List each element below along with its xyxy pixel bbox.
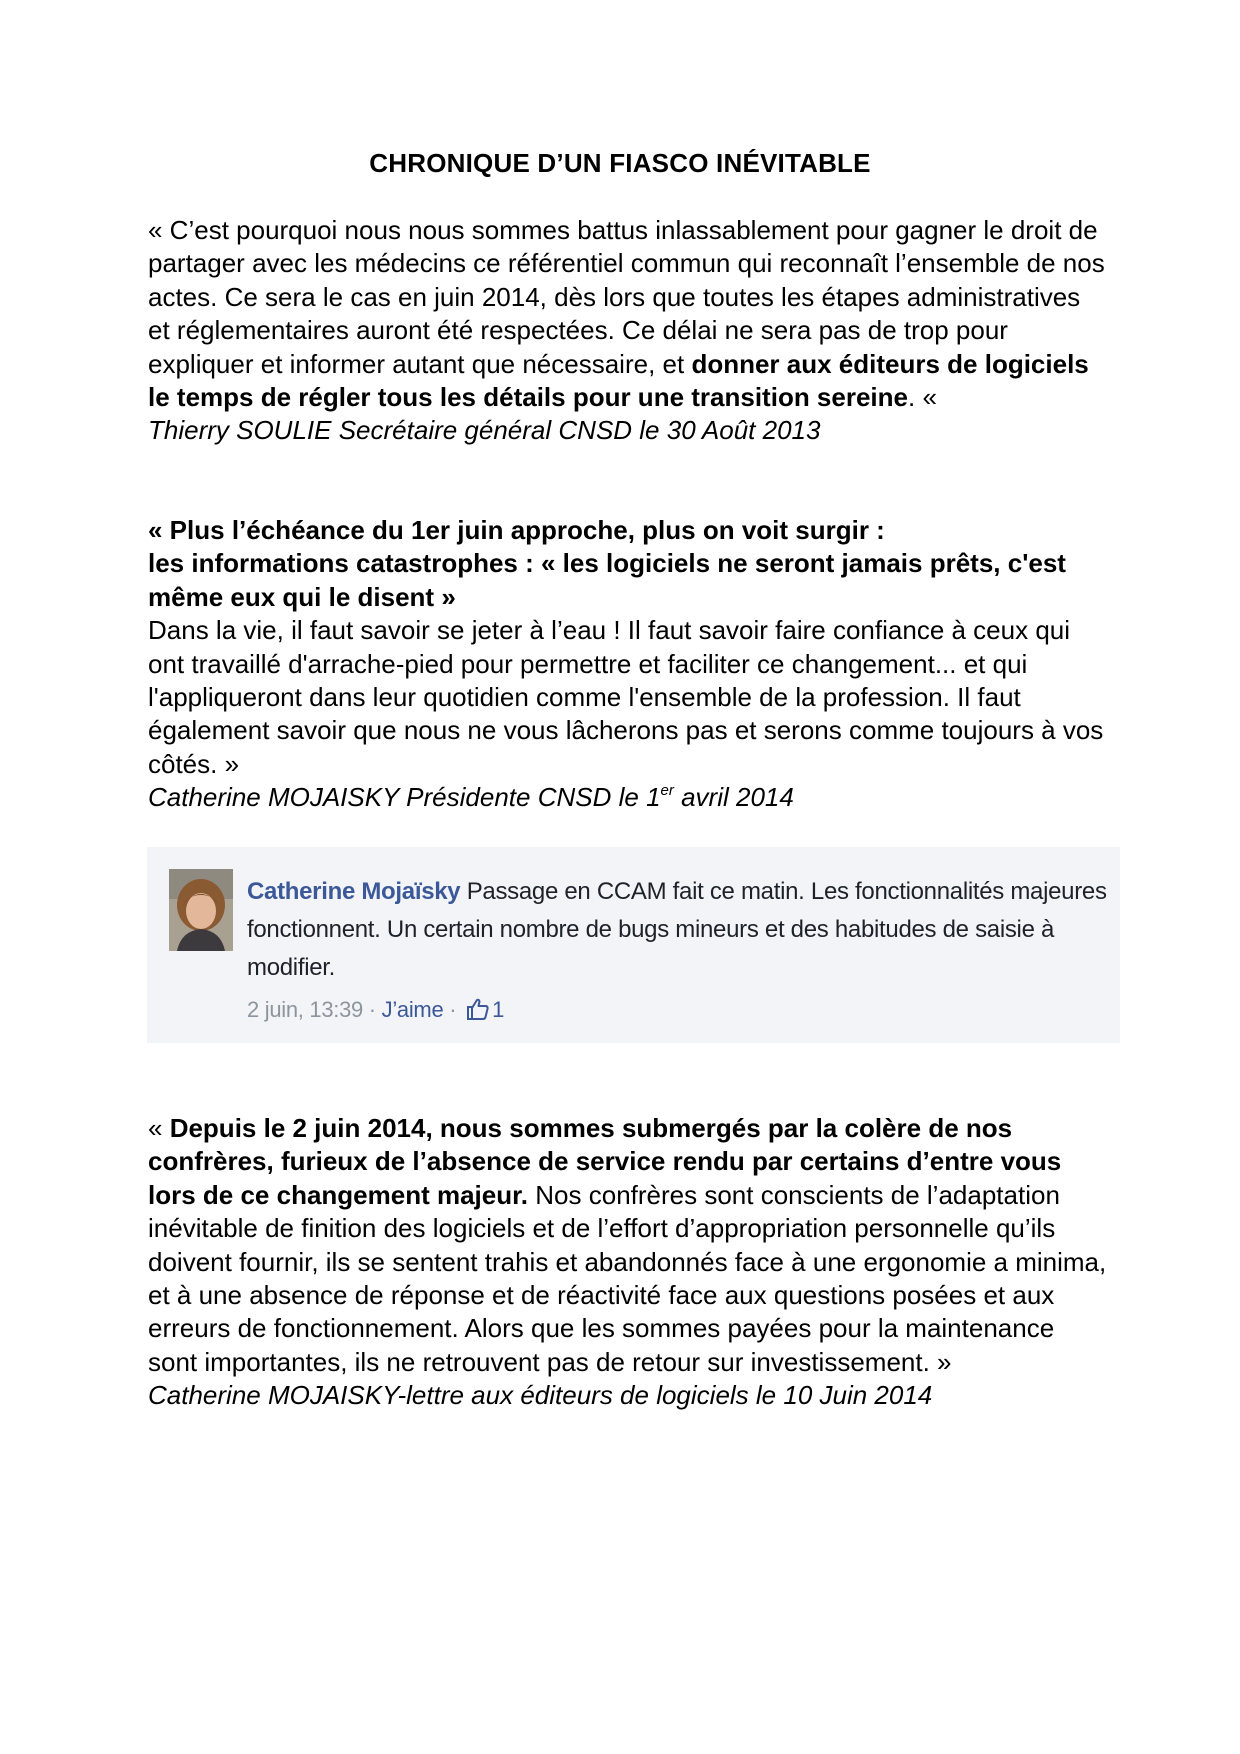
quote-soulie	[148, 214, 1108, 448]
quote-mojaisky-avril-heading: « Plus l’échéance du 1er juin approche, plus on voit surgir : les informations catastrophes : « les logiciels ne seront jamais prêts, c'est même eux qui le disent »	[148, 515, 1066, 612]
quote-soulie-bold: donner aux éditeurs de logiciels le temps de régler tous les détails pour une transition sereine	[148, 348, 1089, 413]
comment-author-link[interactable]: Catherine Mojaïsky	[247, 878, 461, 905]
avatar[interactable]	[169, 869, 233, 951]
thumbs-up-icon[interactable]	[466, 997, 490, 1029]
quote-mojaisky-avril-attribution: Catherine MOJAISKY Présidente CNSD le 1er avril 2014	[148, 782, 794, 813]
facebook-comment	[147, 847, 1120, 1043]
quote-soulie-text: « C’est pourquoi nous nous sommes battus inlassablement pour gagner le droit de partager avec les médecins ce référentiel commun qui reconnaît l’ensemble de nos actes. Ce sera le cas en juin 2014, dès lors que toutes les étapes administratives et réglementaires auront été respectées. Ce délai ne sera pas de trop pour expliquer et informer autant que nécessaire, et donner aux éditeurs de logiciels le temps de régler tous les détails pour une transition sereine. «	[148, 215, 1105, 413]
quote-mojaisky-juin-bold: Depuis le 2 juin 2014, nous sommes submergés par la colère de nos confrères, furieux de l’absence de service rendu par certains d’entre vous lors de ce changement majeur.	[148, 1113, 1062, 1210]
quote-mojaisky-avril	[148, 514, 1108, 815]
like-count[interactable]: 1	[492, 997, 504, 1022]
like-button[interactable]: J’aime	[381, 997, 444, 1022]
quote-mojaisky-avril-text: Dans la vie, il faut savoir se jeter à l’eau ! Il faut savoir faire confiance à ceux qui ont travaillé d'arrache-pied pour permettre et faciliter ce changement... et qui l'appliqueront dans leur quotidien comme l'ensemble de la profession. Il faut également savoir que nous ne vous lâcherons pas et serons comme toujours à vos côtés. »	[148, 615, 1104, 779]
document-title: CHRONIQUE D’UN FIASCO INÉVITABLE	[369, 148, 871, 178]
comment-body	[247, 873, 1107, 987]
comment-timestamp[interactable]: 2 juin, 13:39 ·	[247, 997, 382, 1022]
quote-mojaisky-juin-text: « Depuis le 2 juin 2014, nous sommes submergés par la colère de nos confrères, furieux de l’absence de service rendu par certains d’entre vous lors de ce changement majeur. Nos confrères sont conscients de l’adaptation inévitable de finition des logiciels et de l’effort d’appropriation personnelle qu’ils doivent fournir, ils se sentent trahis et abandonnés face à une ergonomie a minima, et à une absence de réponse et de réactivité face aux questions posées et aux erreurs de fonctionnement. Alors que les sommes payées pour la maintenance sont importantes, ils ne retrouvent pas de retour sur investissement. »	[148, 1113, 1107, 1377]
comment-meta: 2 juin, 13:39 · J’aime · 1	[247, 995, 504, 1029]
comment-text: Passage en CCAM fait ce matin. Les fonctionnalités majeures fonctionnent. Un certain nombre de bugs mineurs et des habitudes de saisie à modifier.	[247, 878, 1107, 981]
quote-mojaisky-juin	[148, 1112, 1108, 1413]
quote-mojaisky-juin-attribution: Catherine MOJAISKY-lettre aux éditeurs de logiciels le 10 Juin 2014	[148, 1380, 933, 1411]
quote-soulie-attribution: Thierry SOULIE Secrétaire général CNSD le 30 Août 2013	[148, 415, 821, 446]
